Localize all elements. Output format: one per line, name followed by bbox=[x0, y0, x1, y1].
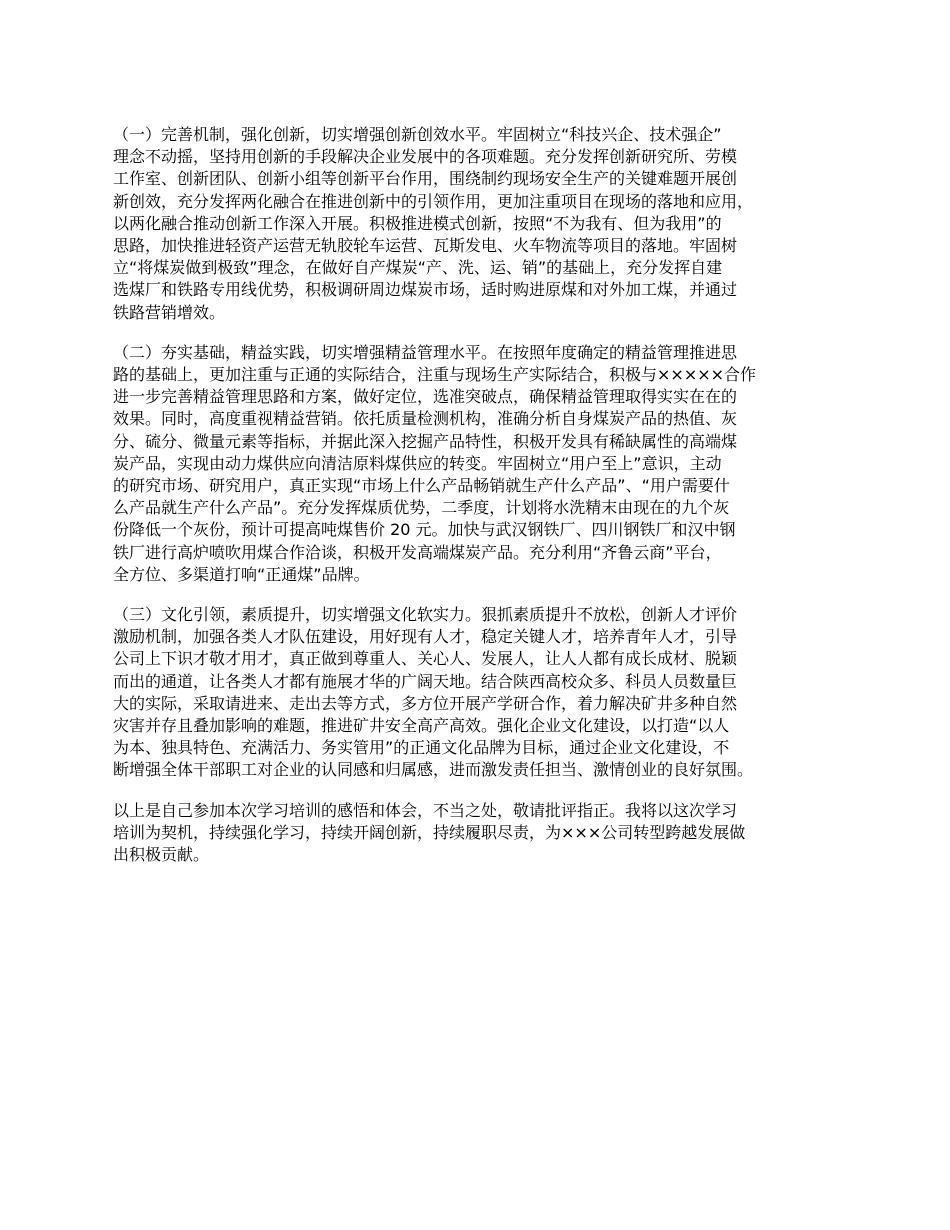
text-line: 路的基础上，更加注重与正通的实际结合，注重与现场生产实际结合，积极与×××××合作 bbox=[113, 365, 757, 385]
text-line: 效果。同时，高度重视精益营销。依托质量检测机构，准确分析自身煤炭产品的热值、灰 bbox=[113, 409, 738, 429]
text-line: 的研究市场、研究用户，真正实现“市场上什么产品畅销就生产什么产品”、“用户需要什 bbox=[113, 476, 730, 496]
text-line: 断增强全体干部职工对企业的认同感和归属感，进而激发责任担当、激情创业的良好氛围。 bbox=[113, 760, 754, 780]
text-line: 选煤厂和铁路专用线优势，积极调研周边煤炭市场，适时购进原煤和对外加工煤，并通过 bbox=[113, 280, 738, 300]
text-line: 公司上下识才敬才用才，真正做到尊重人、关心人、发展人，让人人都有成长成材、脱颖 bbox=[113, 649, 738, 669]
text-line: 灾害并存且叠加影响的难题，推进矿井安全高产高效。强化企业文化建设，以打造“以人 bbox=[113, 716, 730, 736]
text-line: 进一步完善精益管理思路和方案，做好定位，选准突破点，确保精益管理取得实实在在的 bbox=[113, 387, 738, 407]
text-line: 份降低一个灰份，预计可提高吨煤售价 20 元。加快与武汉钢铁厂、四川钢铁厂和汉中钢 bbox=[113, 520, 736, 540]
paragraph-innovation bbox=[113, 124, 855, 324]
text-line: （三）文化引领，素质提升，切实增强文化软实力。狠抓素质提升不放松，创新人才评价 bbox=[113, 605, 738, 625]
text-line: 以两化融合推动创新工作深入开展。积极推进模式创新，按照“不为我有、但为我用”的 bbox=[113, 213, 722, 233]
text-line: 以上是自己参加本次学习培训的感悟和体会，不当之处，敬请批评指正。我将以这次学习 bbox=[113, 800, 738, 820]
text-line: 分、硫分、微量元素等指标，并据此深入挖掘产品特性，积极开发具有稀缺属性的高端煤 bbox=[113, 431, 738, 451]
text-line: 立“将煤炭做到极致”理念，在做好自产煤炭“产、洗、运、销”的基础上，充分发挥自建 bbox=[113, 258, 723, 278]
paragraph-culture bbox=[113, 604, 855, 782]
text-line: 出积极贡献。 bbox=[113, 845, 210, 865]
text-line: 炭产品，实现由动力煤供应向清洁原料煤供应的转变。牢固树立“用户至上”意识，主动 bbox=[113, 453, 722, 473]
text-line: 理念不动摇，坚持用创新的手段解决企业发展中的各项难题。充分发挥创新研究所、劳模 bbox=[113, 147, 738, 167]
text-line: 而出的通道，让各类人才都有施展才华的广阔天地。结合陕西高校众多、科员人员数量巨 bbox=[113, 671, 738, 691]
text-line: 铁厂进行高炉喷吹用煤合作洽谈，积极开发高端煤炭产品。充分利用“齐鲁云商”平台， bbox=[113, 542, 722, 562]
document-body bbox=[113, 124, 855, 884]
text-line: 全方位、多渠道打响“正通煤”品牌。 bbox=[113, 564, 370, 584]
text-line: （二）夯实基础，精益实践，切实增强精益管理水平。在按照年度确定的精益管理推进思 bbox=[113, 342, 738, 362]
text-line: 么产品就生产什么产品”。充分发挥煤质优势，二季度，计划将水洗精末由现在的九个灰 bbox=[113, 498, 730, 518]
text-line: 工作室、创新团队、创新小组等创新平台作用，围绕制约现场安全生产的关键难题开展创 bbox=[113, 169, 738, 189]
text-line: 激励机制，加强各类人才队伍建设，用好现有人才，稳定关键人才，培养青年人才，引导 bbox=[113, 627, 738, 647]
text-line: 新创效，充分发挥两化融合在推进创新中的引领作用，更加注重项目在现场的落地和应用， bbox=[113, 191, 754, 211]
text-line: 铁路营销增效。 bbox=[113, 302, 226, 322]
text-line: 为本、独具特色、充满活力、务实管用”的正通文化品牌为目标，通过企业文化建设，不 bbox=[113, 738, 730, 758]
text-line: 大的实际，采取请进来、走出去等方式，多方位开展产学研合作，着力解决矿井多种自然 bbox=[113, 693, 738, 713]
text-line: 思路，加快推进轻资产运营无轨胶轮车运营、瓦斯发电、火车物流等项目的落地。牢固树 bbox=[113, 236, 738, 256]
text-line: 培训为契机，持续强化学习，持续开阔创新，持续履职尽责，为×××公司转型跨越发展做 bbox=[113, 822, 746, 842]
paragraph-lean-management bbox=[113, 342, 855, 586]
paragraph-conclusion bbox=[113, 800, 855, 867]
text-line: （一）完善机制，强化创新，切实增强创新创效水平。牢固树立“科技兴企、技术强企” bbox=[113, 125, 722, 144]
